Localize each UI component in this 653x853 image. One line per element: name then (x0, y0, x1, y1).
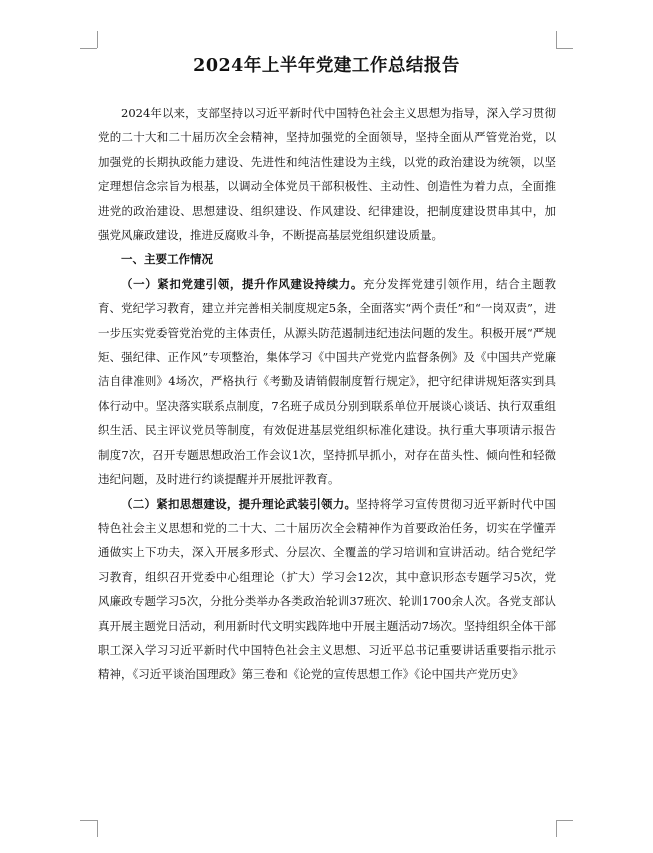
paragraph-text: 2024年以来，支部坚持以习近平新时代中国特色社会主义思想为指导，深入学习贯彻党的二十大和二十届历次全会精神，坚持加强党的全面领导，坚持全面从严管党治党，以加强党的长期执政能力建设、先进性和纯洁性建设为主线，以党的政治建设为统领，以坚定理想信念宗旨为根基，以调动全体党员干部积极性、主动性、创造性为着力点，全面推进党的政治建设、思想建设、组织建设、作风建设、纪律建设，把制度建设贯串其中，加强党风廉政建设，推进反腐败斗争，不断提高基层党组织建设质量。 (98, 106, 556, 243)
crop-mark-bottom-right-v (556, 820, 557, 837)
subsection-paragraph-1 (98, 272, 556, 492)
section-heading: 一、主要工作情况 (121, 252, 213, 267)
subsection-lead: （一）紧扣党建引领，提升作风建设持续力。 (121, 276, 363, 291)
crop-mark-bottom-right-h (556, 820, 573, 821)
paragraph-text: 坚持将学习宣传贯彻习近平新时代中国特色社会主义思想和党的二十大、二十届历次全会精神作为首要政治任务，切实在学懂弄通做实上下功夫，深入开展多形式、分层次、全覆盖的学习培训和宣讲活动。结合党纪学习教育，组织召开党委中心组理论（扩大）学习会12次，其中意识形态专题学习5次，党风廉政专题学习5次，分批分类举办各类政治轮训37班次、轮训1700余人次。各党支部认真开展主题党日活动，利用新时代文明实践阵地中开展主题活动7场次。坚持组织全体干部职工深入学习习近平新时代中国特色社会主义思想、习近平总书记重要讲话重要指示批示精神，《习近平谈治国理政》第三卷和《论党的宣传思想工作》《论中国共产党历史》 (98, 496, 557, 682)
crop-mark-top-left-h (80, 48, 97, 49)
paragraph-text: 充分发挥党建引领作用，结合主题教育、党纪学习教育，建立并完善相关制度规定5条，全面落实“两个责任”和“一岗双责”，进一步压实党委管党治党的主体责任，从源头防范遏制违纪违法问题的发生。积极开展“严规矩、强纪律、正作风”专项整治，集体学习《中国共产党党内监督条例》及《中国共产党廉洁自律准则》4场次，严格执行《考勤及请销假制度暂行规定》，把守纪律讲规矩落实到具体行动中。坚决落实联系点制度，7名班子成员分别到联系单位开展谈心谈话、执行双重组织生活、民主评议党员等制度，有效促进基层党组织标准化建设。执行重大事项请示报告制度7次，召开专题思想政治工作会议1次，坚持抓早抓小，对存在苗头性、倾向性和轻微违纪问题，及时进行约谈提醒并开展批评教育。 (98, 276, 556, 487)
subsection-lead: （二）紧扣思想建设，提升理论武装引领力。 (121, 496, 357, 511)
subsection-paragraph-2 (98, 492, 556, 687)
crop-mark-top-right-h (556, 48, 573, 49)
crop-mark-bottom-left-h (80, 820, 97, 821)
crop-mark-top-left-v (97, 31, 98, 48)
document-body (98, 101, 556, 687)
crop-mark-bottom-left-v (97, 820, 98, 837)
document-title: 2024年上半年党建工作总结报告 (193, 56, 460, 76)
intro-paragraph (98, 101, 556, 247)
crop-mark-top-right-v (556, 31, 557, 48)
